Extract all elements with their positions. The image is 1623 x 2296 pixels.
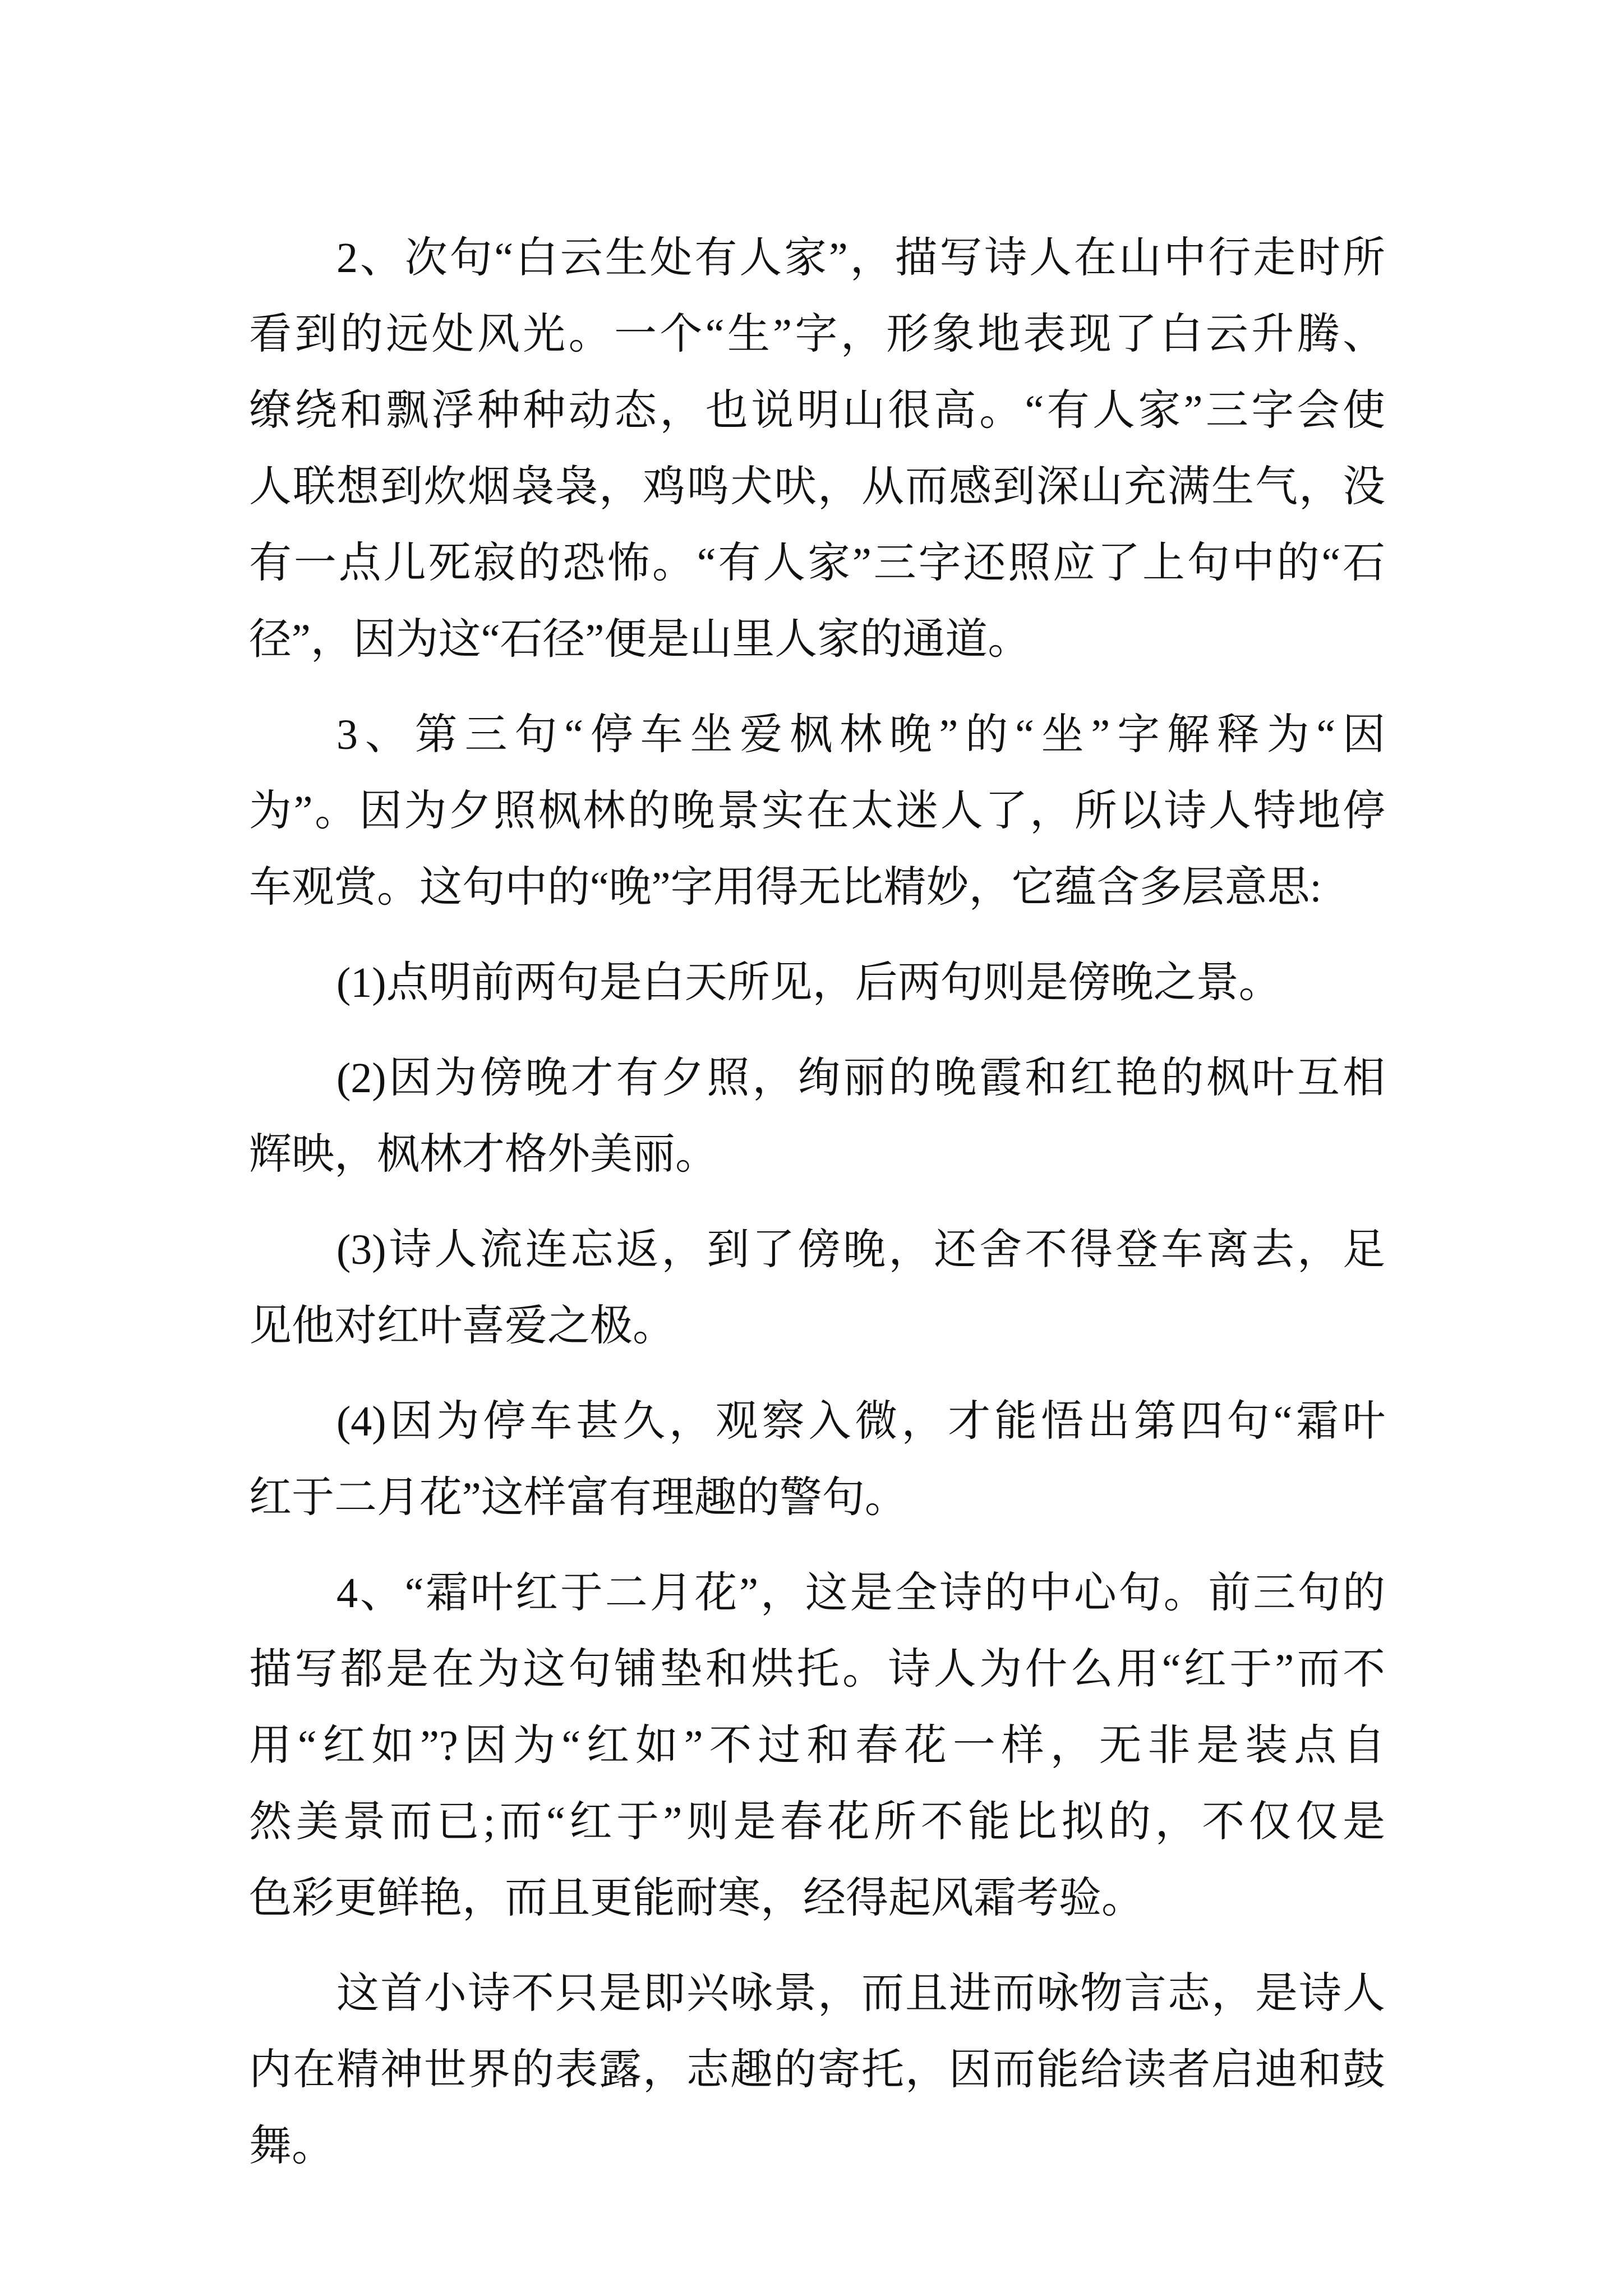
text-line: 见他对红叶喜爱之极。 <box>249 1303 675 1350</box>
text-line: 有一点儿死寂的恐怖。“有人家”三字还照应了上句中的“石 <box>249 540 1385 587</box>
text-line: (2)因为傍晚才有夕照，绚丽的晚霞和红艳的枫叶互相 <box>336 1055 1385 1102</box>
text-line: 看到的远处风光。一个“生”字，形象地表现了白云升腾、 <box>249 311 1385 358</box>
text-line: 色彩更鲜艳，而且更能耐寒，经得起风霜考验。 <box>249 1875 1144 1922</box>
text-line: (3)诗人流连忘返，到了傍晚，还舍不得登车离去，足 <box>336 1226 1385 1273</box>
text-line: (1)点明前两句是白天所见，后两句则是傍晚之景。 <box>336 959 1281 1006</box>
text-line: 4、“霜叶红于二月花”，这是全诗的中心句。前三句的 <box>336 1570 1385 1617</box>
text-line: 径”，因为这“石径”便是山里人家的通道。 <box>249 616 1031 663</box>
text-line: 用“红如”?因为“红如”不过和春花一样，无非是装点自 <box>249 1722 1385 1769</box>
text-line: 红于二月花”这样富有理趣的警句。 <box>249 1474 907 1521</box>
text-line: 缭绕和飘浮种种动态，也说明山很高。“有人家”三字会使 <box>249 387 1385 434</box>
text-line: 车观赏。这句中的“晚”字用得无比精妙，它蕴含多层意思: <box>249 864 1322 911</box>
text-line: (4)因为停车甚久，观察入微，才能悟出第四句“霜叶 <box>336 1398 1385 1445</box>
text-line: 人联想到炊烟袅袅，鸡鸣犬吠，从而感到深山充满生气，没 <box>249 463 1385 510</box>
text-line: 内在精神世界的表露，志趣的寄托，因而能给读者启迪和鼓 <box>249 2046 1385 2093</box>
text-line: 辉映，枫林才格外美丽。 <box>249 1131 718 1178</box>
text-line: 然美景而已;而“红于”则是春花所不能比拟的，不仅仅是 <box>249 1798 1385 1846</box>
text-line: 2、次句“白云生处有人家”，描写诗人在山中行走时所 <box>336 234 1385 282</box>
text-line: 为”。因为夕照枫林的晚景实在太迷人了，所以诗人特地停 <box>249 788 1385 835</box>
text-line: 描写都是在为这句铺垫和烘托。诗人为什么用“红于”而不 <box>249 1646 1385 1693</box>
text-line: 这首小诗不只是即兴咏景，而且进而咏物言志，是诗人 <box>336 1970 1385 2017</box>
text-line: 舞。 <box>249 2123 334 2170</box>
text-line: 3、第三句“停车坐爱枫林晚”的“坐”字解释为“因 <box>336 711 1385 758</box>
